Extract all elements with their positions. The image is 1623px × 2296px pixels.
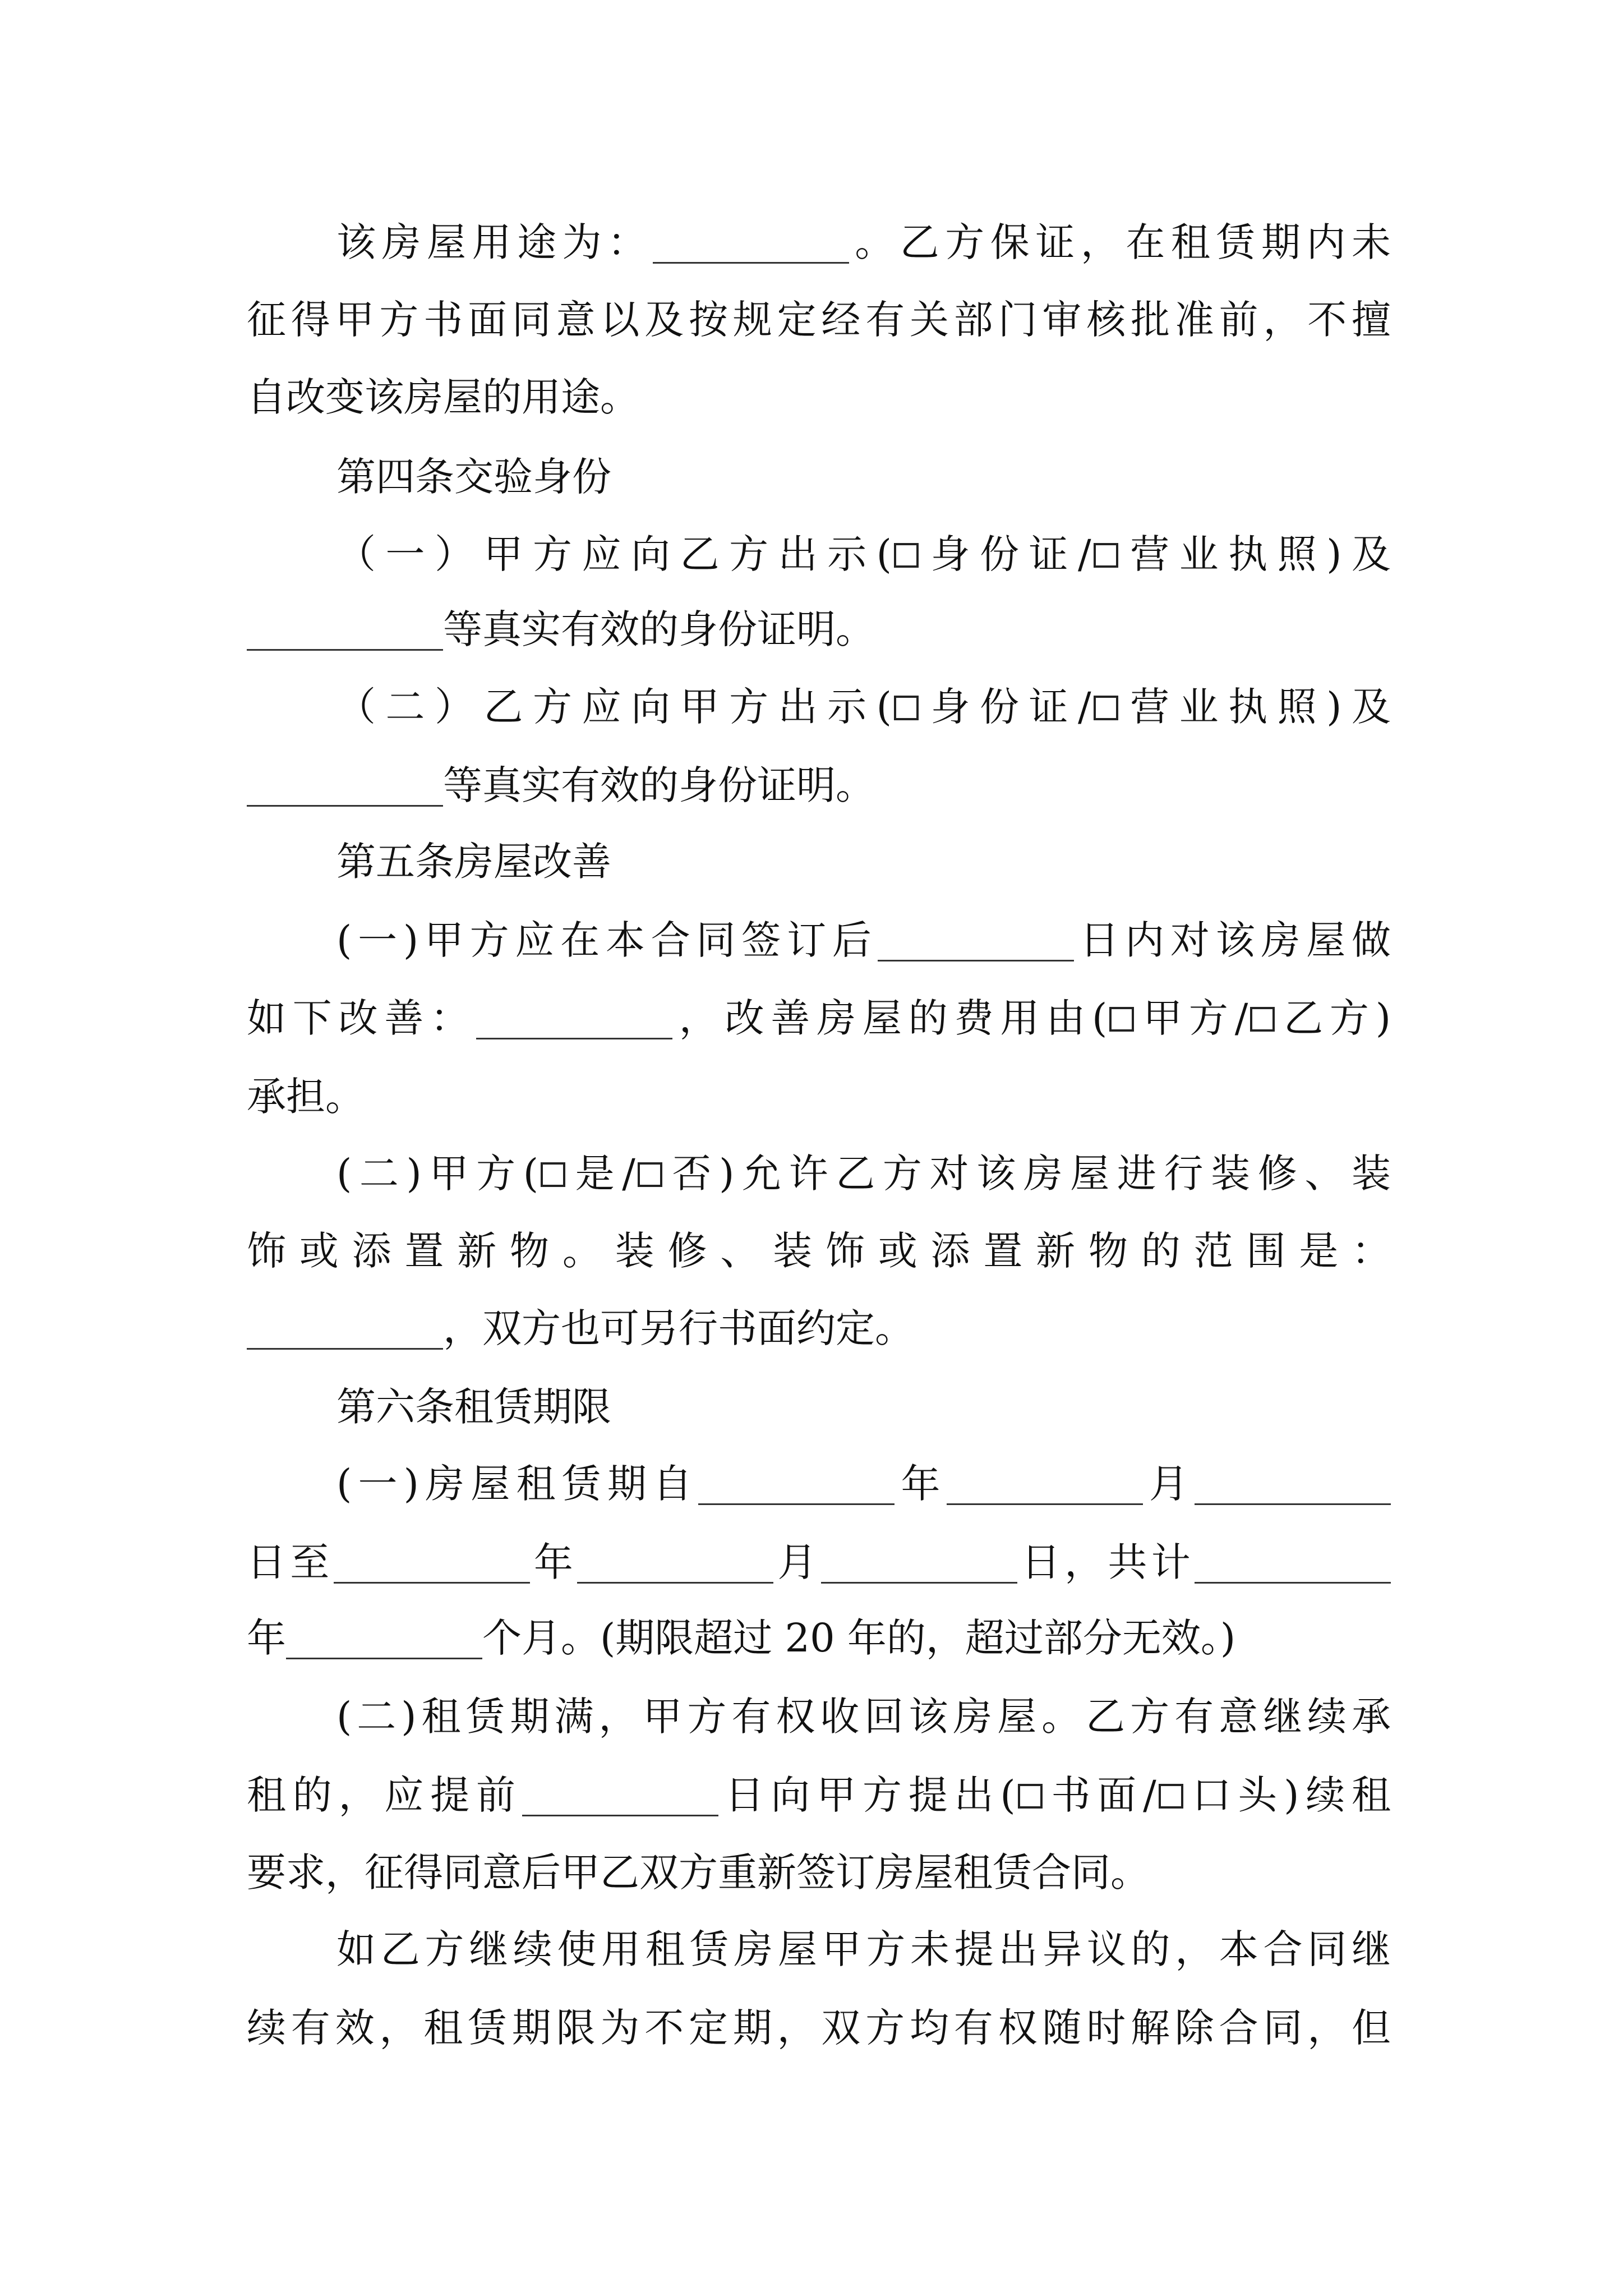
checkbox[interactable]: [894, 696, 919, 720]
checkbox[interactable]: [1018, 1784, 1043, 1809]
text-line: [336, 1140, 1391, 1207]
checkbox[interactable]: [1094, 543, 1118, 568]
text-line: [336, 209, 1391, 276]
text-line: [336, 907, 1391, 974]
text-segment: 个月。(期限超过 20 年的，超过部分无效。): [482, 1615, 1236, 1661]
text-line: [247, 1295, 1391, 1362]
text-line: [247, 1604, 1391, 1672]
text-segment: 是/: [568, 1151, 635, 1197]
checkbox[interactable]: [1109, 1007, 1134, 1032]
text-segment: 乙方): [1277, 995, 1391, 1041]
fill-blank[interactable]: [821, 1543, 1017, 1584]
text-segment: 日向甲方提出(: [718, 1772, 1016, 1818]
fill-blank[interactable]: [653, 223, 849, 264]
text-segment: 年: [895, 1461, 947, 1507]
text-segment: 甲方/: [1136, 995, 1248, 1041]
text-line: [247, 596, 1391, 663]
text-segment: 否)允许乙方对该房屋进行装修、装: [664, 1151, 1391, 1197]
text-segment: (一)房屋租赁期自: [336, 1461, 699, 1507]
text-line: 承担。: [247, 1074, 365, 1120]
text-segment: 年: [247, 1615, 286, 1661]
fill-blank[interactable]: [476, 999, 672, 1039]
checkbox[interactable]: [1250, 1007, 1275, 1032]
fill-blank[interactable]: [878, 921, 1074, 961]
checkbox[interactable]: [541, 1162, 565, 1187]
text-segment: 月: [773, 1539, 821, 1585]
fill-blank[interactable]: [577, 1543, 773, 1584]
fill-blank[interactable]: [334, 1543, 530, 1584]
fill-blank[interactable]: [1195, 1543, 1391, 1584]
checkbox[interactable]: [894, 543, 919, 568]
fill-blank[interactable]: [247, 1309, 443, 1350]
text-segment: 等真实有效的身份证明。: [443, 762, 875, 808]
text-line: [247, 1761, 1391, 1829]
section-heading-article-6: 第六条租赁期限: [336, 1384, 611, 1430]
text-segment: 口头)续租: [1185, 1772, 1391, 1818]
text-segment: 月: [1142, 1461, 1195, 1507]
text-segment: 如下改善：: [247, 995, 476, 1041]
fill-blank[interactable]: [522, 1775, 718, 1816]
text-line: [336, 673, 1391, 740]
text-line: [336, 521, 1391, 588]
text-line: 要求，征得同意后甲乙双方重新签订房屋租赁合同。: [247, 1849, 1150, 1895]
fill-blank[interactable]: [1195, 1464, 1391, 1505]
text-segment: (一)甲方应在本合同签订后: [336, 917, 878, 963]
text-segment: 。乙方保证，在租赁期内未: [849, 219, 1391, 265]
checkbox[interactable]: [1159, 1784, 1183, 1809]
fill-blank[interactable]: [247, 610, 443, 651]
checkbox[interactable]: [1094, 696, 1118, 720]
text-segment: 身份证/: [920, 684, 1091, 730]
text-line: 饰或添置新物。装修、装饰或添置新物的范围是：: [247, 1228, 1391, 1274]
text-line: 如乙方继续使用租赁房屋甲方未提出异议的，本合同继: [336, 1926, 1391, 1972]
text-segment: 等真实有效的身份证明。: [443, 606, 875, 652]
text-line: 续有效，租赁期限为不定期，双方均有权随时解除合同，但: [247, 2005, 1391, 2051]
text-line: [247, 984, 1391, 1052]
text-segment: 日至: [247, 1539, 334, 1585]
text-line: 自改变该房屋的用途。: [247, 374, 639, 420]
fill-blank[interactable]: [947, 1464, 1143, 1505]
text-line: [336, 1450, 1391, 1517]
text-segment: (二)甲方(: [336, 1151, 539, 1197]
section-heading-article-5: 第五条房屋改善: [336, 839, 611, 885]
text-line: [247, 1529, 1391, 1596]
text-line: 征得甲方书面同意以及按规定经有关部门审核批准前，不擅: [247, 297, 1391, 343]
text-segment: 书面/: [1044, 1772, 1156, 1818]
text-segment: （一）甲方应向乙方出示(: [336, 531, 892, 577]
fill-blank[interactable]: [698, 1464, 895, 1505]
fill-blank[interactable]: [286, 1618, 482, 1659]
text-segment: 营业执照)及: [1120, 684, 1391, 730]
checkbox[interactable]: [638, 1162, 662, 1187]
fill-blank[interactable]: [247, 766, 443, 807]
text-segment: 日，共计: [1017, 1539, 1195, 1585]
text-segment: 营业执照)及: [1120, 531, 1391, 577]
text-segment: 年: [529, 1539, 578, 1585]
section-heading-article-4: 第四条交验身份: [336, 454, 611, 500]
text-segment: 身份证/: [920, 531, 1091, 577]
text-segment: ，双方也可另行书面约定。: [443, 1305, 914, 1351]
text-segment: 日内对该房屋做: [1073, 917, 1391, 963]
text-line: (二)租赁期满，甲方有权收回该房屋。乙方有意继续承: [336, 1694, 1391, 1740]
text-segment: 该房屋用途为：: [336, 219, 653, 265]
text-line: [247, 752, 1391, 819]
text-segment: ，改善房屋的费用由(: [672, 995, 1108, 1041]
text-segment: 租的，应提前: [247, 1772, 522, 1818]
text-segment: （二）乙方应向甲方出示(: [336, 684, 892, 730]
